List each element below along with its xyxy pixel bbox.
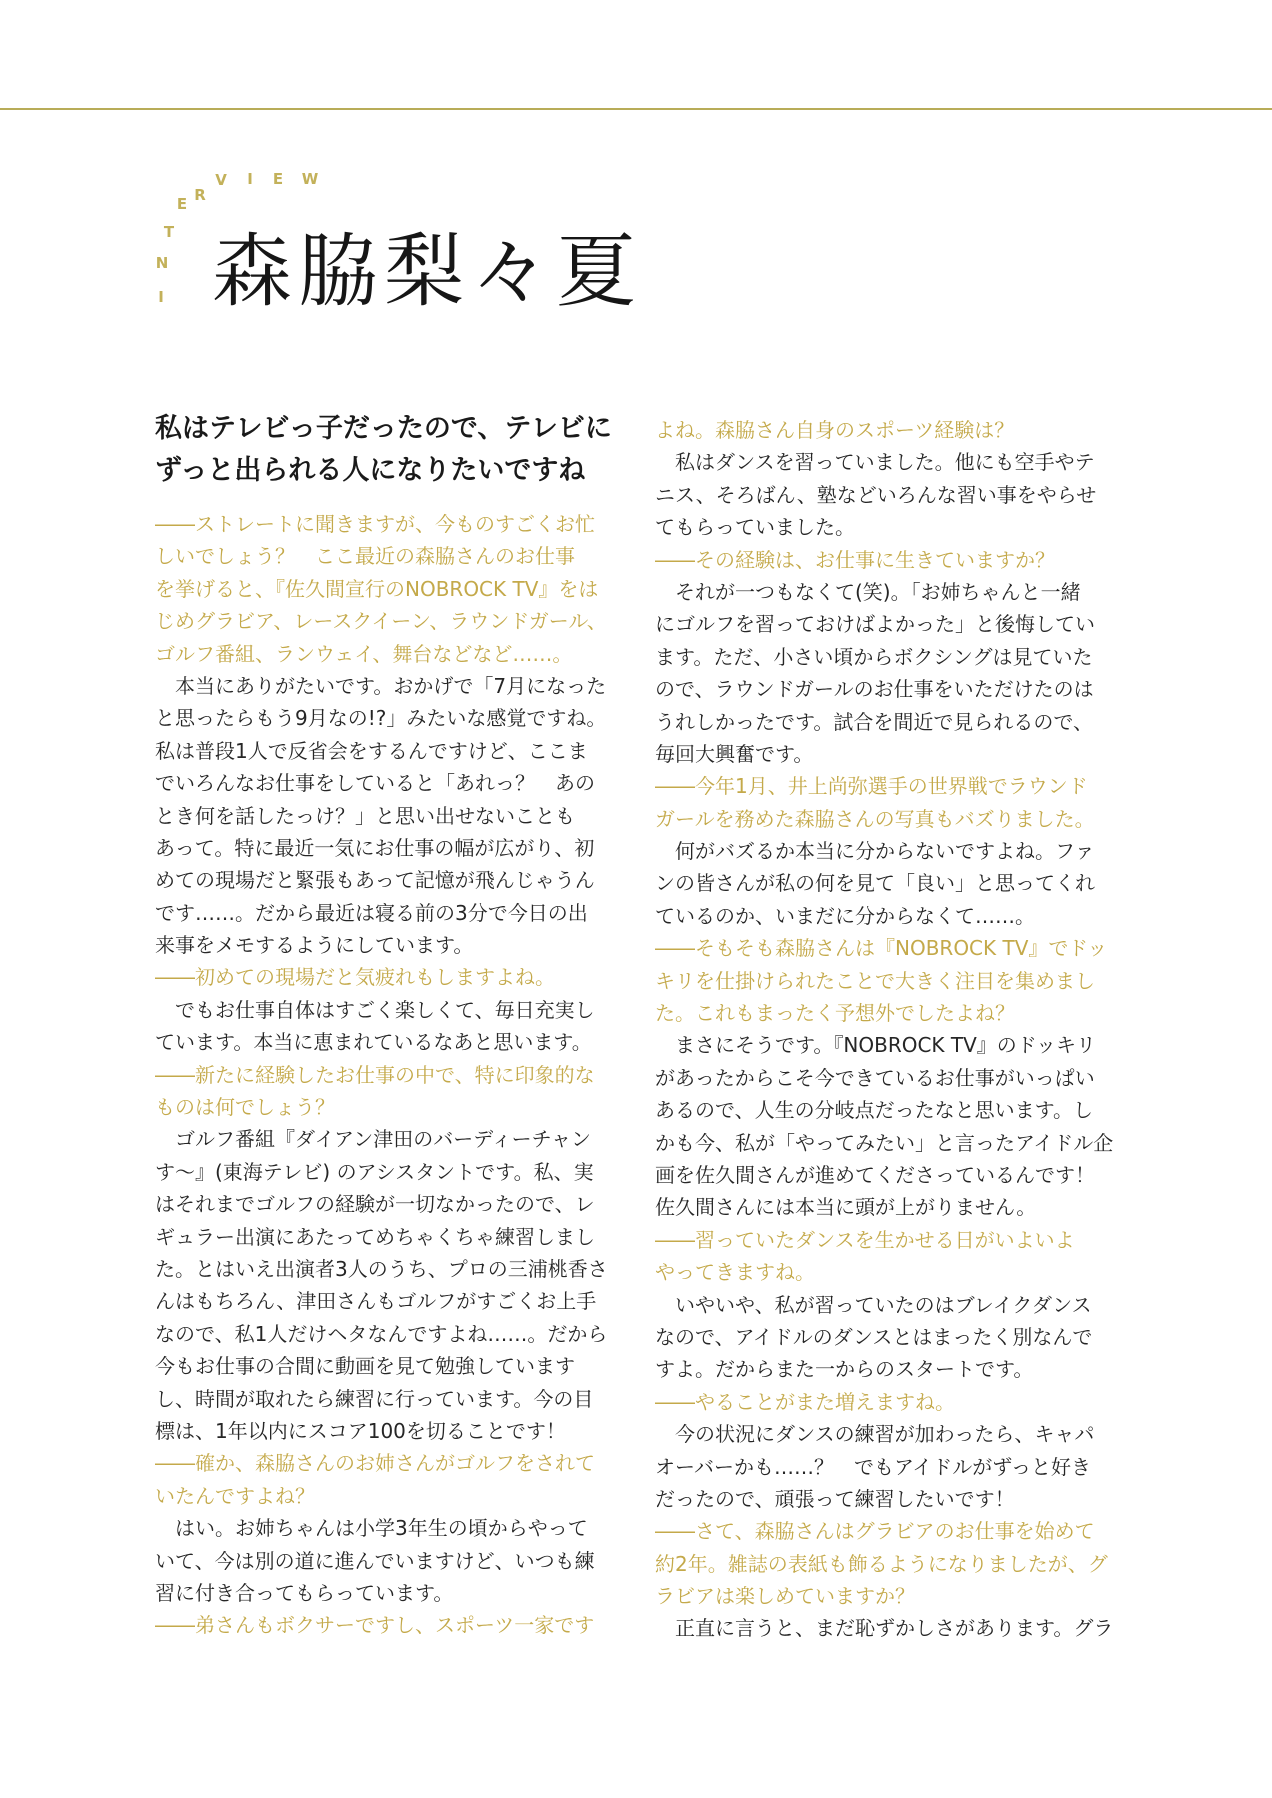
question-line: ――習っていたダンスを生かせる日がいよいよ (655, 1227, 1075, 1252)
answer-line: なので、アイドルのダンスとはまったく別なんで (655, 1324, 1093, 1349)
interview-letter: V (215, 171, 227, 189)
left-body (155, 508, 608, 1642)
question-line: ものは何でしょう？ (155, 1095, 335, 1120)
question-line: じめグラビア、レースクイーン、ラウンドガール、 (155, 609, 607, 634)
answer-line: 佐久間さんには本当に頭が上がりません。 (655, 1195, 1037, 1220)
answer-line: んはもちろん、津田さんもゴルフがすごくお上手 (155, 1289, 597, 1314)
top-rule (0, 108, 1272, 110)
answer-line: ています。本当に恵まれているなあと思います。 (155, 1030, 592, 1055)
answer-line: めての現場だと緊張もあって記憶が飛んじゃうん (155, 868, 595, 893)
answer-line: 本当にありがたいです。おかげで「7月になった (155, 673, 607, 698)
headline-line: ずっと出られる人になりたいですね (155, 455, 586, 486)
interview-letter: E (272, 170, 284, 188)
answer-line: まさにそうです。『NOBROCK TV』のドッキリ (655, 1033, 1096, 1058)
answer-line: 私は普段1人で反省会をするんですけど、ここま (155, 738, 588, 763)
answer-line: ます。ただ、小さい頃からボクシングは見ていた (655, 644, 1093, 669)
right-column (655, 414, 1114, 1645)
interview-letter: N (155, 254, 169, 272)
question-line: しいでしょう？ ここ最近の森脇さんのお仕事 (155, 544, 575, 569)
answer-line: 私はダンスを習っていました。他にも空手やテ (655, 450, 1095, 475)
answer-line: うれしかったです。試合を間近で見られるので、 (655, 709, 1093, 734)
interview-letter: I (158, 288, 164, 306)
question-line: ――ストレートに聞きますが、今ものすごくお忙 (155, 512, 595, 536)
answer-line: にゴルフを習っておけばよかった」と後悔してい (655, 612, 1095, 637)
answer-line: かも今、私が「やってみたい」と言ったアイドル企 (655, 1130, 1114, 1155)
question-line: いたんですよね？ (155, 1483, 315, 1508)
answer-line: た。とはいえ出演者3人のうち、プロの三浦桃香さ (155, 1256, 608, 1281)
answer-line: 今もお仕事の合間に動画を見て勉強しています (155, 1354, 575, 1379)
answer-line: があったからこそ今できているお仕事がいっぱい (655, 1065, 1095, 1090)
answer-line: です……。だから最近は寝る前の3分で今日の出 (155, 900, 588, 925)
answer-line: てもらっていました。 (655, 515, 855, 540)
headline (155, 408, 612, 492)
question-line: ――新たに経験したお仕事の中で、特に印象的な (155, 1062, 595, 1087)
left-column (155, 412, 612, 1642)
question-line: ラビアは楽しめていますか？ (655, 1584, 915, 1609)
answer-line: 毎回大興奮です。 (655, 741, 814, 766)
answer-line: オーバーかも……？ でもアイドルがずっと好き (655, 1454, 1091, 1479)
answer-line: ギュラー出演にあたってめちゃくちゃ練習しまし (155, 1224, 595, 1249)
answer-line: なので、私1人だけヘタなんですよね……。だから (155, 1321, 608, 1346)
question-line: ――その経験は、お仕事に生きていますか？ (655, 547, 1055, 572)
answer-line: し、時間が取れたら練習に行っています。今の目 (155, 1386, 594, 1411)
answer-line: ているのか、いまだに分からなくて……。 (655, 903, 1035, 928)
answer-line: 来事をメモするようにしています。 (155, 933, 474, 958)
answer-line: あって。特に最近一気にお仕事の幅が広がり、初 (155, 835, 595, 860)
right-body (655, 414, 1114, 1645)
question-line: ゴルフ番組、ランウェイ、舞台などなど……。 (155, 641, 573, 666)
answer-line: と思ったらもう9月なの!?」みたいな感覚ですね。 (155, 706, 607, 731)
answer-line: だったので、頑張って練習したいです！ (655, 1486, 1015, 1511)
question-line: ――弟さんもボクサーですし、スポーツ一家です (155, 1613, 595, 1638)
answer-line: あるので、人生の分岐点だったなと思います。し (655, 1098, 1093, 1123)
question-line: ――さて、森脇さんはグラビアのお仕事を始めて (655, 1519, 1095, 1544)
interview-letter: I (247, 170, 253, 188)
answer-line: すよ。だからまた一からのスタートです。 (655, 1357, 1034, 1382)
answer-line: はそれまでゴルフの経験が一切なかったので、レ (155, 1192, 595, 1217)
answer-line: いやいや、私が習っていたのはブレイクダンス (655, 1292, 1092, 1317)
answer-line: ので、ラウンドガールのお仕事をいただけたのは (655, 677, 1094, 702)
question-line: やってきますね。 (655, 1260, 815, 1285)
answer-line: 何がバズるか本当に分からないですよね。ファ (655, 839, 1095, 864)
answer-line: 習に付き合ってもらっています。 (155, 1580, 454, 1605)
question-line: た。これもまったく予想外でしたよね？ (655, 1001, 1015, 1026)
interviewee-name: 森脇梨々夏 (212, 225, 642, 318)
answer-line: いて、今は別の道に進んでいますけど、いつも練 (155, 1548, 595, 1573)
question-line: ――確か、森脇さんのお姉さんがゴルフをされて (155, 1451, 595, 1476)
answer-line: 正直に言うと、まだ恥ずかしさがあります。グラ (655, 1616, 1114, 1641)
question-line: ――初めての現場だと気疲れもしますよね。 (155, 965, 555, 990)
interview-letter: E (176, 195, 188, 213)
question-line: ――今年1月、井上尚弥選手の世界戦でラウンド (655, 774, 1088, 799)
answer-line: ンの皆さんが私の何を見て「良い」と思ってくれ (655, 871, 1095, 896)
question-line: キリを仕掛けられたことで大きく注目を集めまし (655, 968, 1095, 993)
question-line: ――やることがまた増えますね。 (655, 1389, 955, 1414)
answer-line: 今の状況にダンスの練習が加わったら、キャパ (655, 1422, 1095, 1447)
headline-line: 私はテレビっ子だったので、テレビに (155, 413, 612, 444)
question-line: ガールを務めた森脇さんの写真もバズりました。 (655, 806, 1095, 831)
question-line: よね。森脇さん自身のスポーツ経験は？ (655, 418, 1015, 442)
answer-line: とき何を話したっけ？」と思い出せないことも (155, 803, 575, 828)
answer-line: それが一つもなくて(笑)。「お姉ちゃんと一緒 (655, 579, 1081, 604)
question-line: ――そもそも森脇さんは『NOBROCK TV』でドッ (655, 936, 1108, 961)
answer-line: ニス、そろばん、塾などいろんな習い事をやらせ (655, 482, 1097, 507)
question-line: 約2年。雑誌の表紙も飾るようになりましたが、グ (655, 1551, 1108, 1576)
answer-line: ゴルフ番組『ダイアン津田のバーディーチャン (155, 1127, 591, 1152)
answer-line: でいろんなお仕事をしていると「あれっ？ あの (155, 771, 595, 796)
interview-letter: T (163, 223, 175, 241)
question-line: を挙げると、『佐久間宣行のNOBROCK TV』をは (155, 576, 599, 601)
interview-letter: W (301, 170, 319, 188)
answer-line: す〜』(東海テレビ) のアシスタントです。私、実 (155, 1159, 594, 1184)
answer-line: 標は、1年以内にスコア100を切ることです！ (155, 1418, 566, 1443)
answer-line: はい。お姉ちゃんは小学3年生の頃からやって (155, 1516, 588, 1541)
answer-line: でもお仕事自体はすごく楽しくて、毎日充実し (155, 997, 595, 1022)
interview-letter: R (194, 186, 206, 204)
answer-line: 画を佐久間さんが進めてくださっているんです！ (655, 1162, 1095, 1187)
